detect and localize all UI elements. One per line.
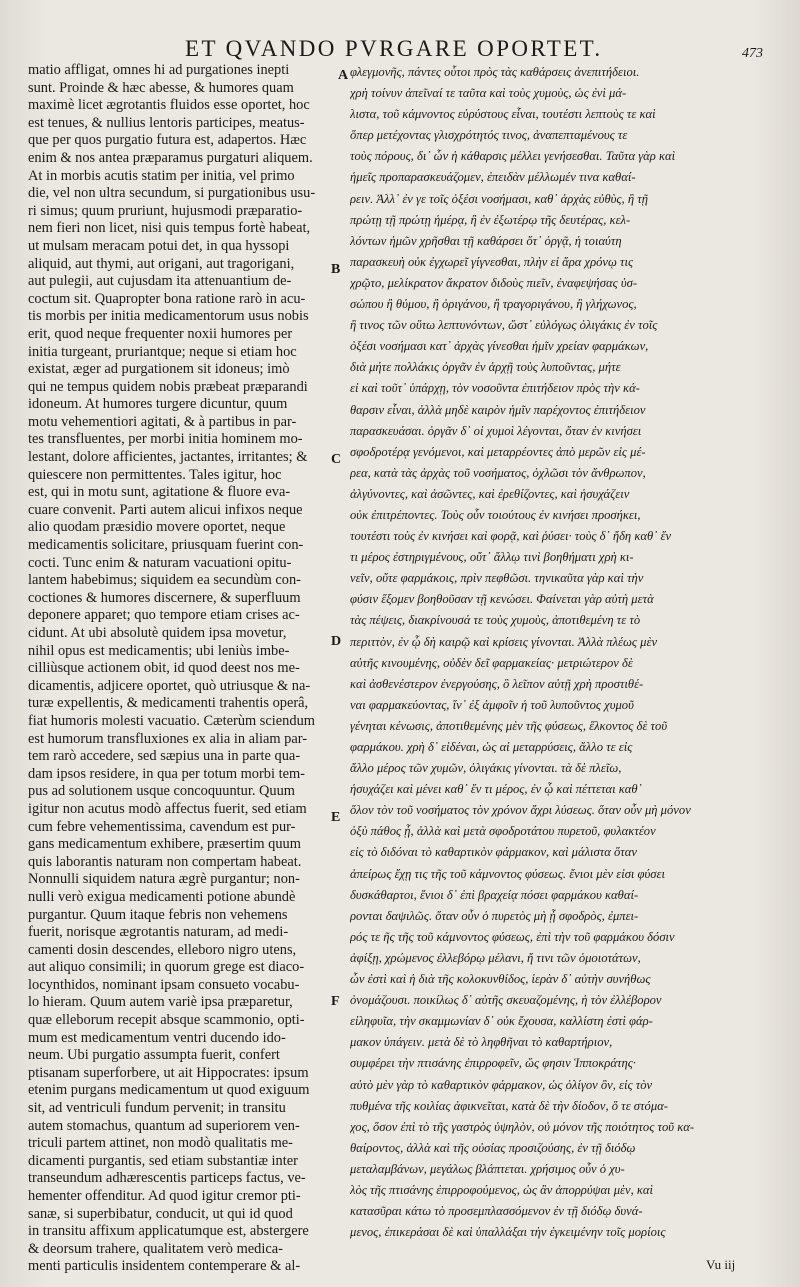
text-line: erit, quod neque frequenter noxii humores per	[28, 325, 293, 342]
greek-text-line: ἡσυχάζει καὶ μένει καθ᾽ ἕν τι μέρος, ἐν ᾧ καὶ πέττεται καθ᾽	[350, 782, 642, 797]
greek-text-line: λιστα, τοῦ κάμνοντος εὐρύστους εἶναι, τουτέστι λεπτοὺς τε καὶ	[350, 107, 656, 122]
text-line: aut pulegii, aut cujusdam ita attenuantium de-	[28, 273, 292, 290]
greek-text-line: μεταλαμβάνων, μεγάλως βλάπτεται. χρήσιμος οὖν ὁ χυ-	[350, 1161, 625, 1176]
text-line: triculi partem attinet, non modò qualitatis me-	[28, 1135, 293, 1152]
greek-text-line: ἀπείρως ἔχῃ τις τῆς τοῦ κάμνοντος φύσεως. ἔνιοι μὲν εἰσι φύσει	[350, 866, 665, 881]
greek-text-line: λὸς τῆς πτισάνης ἐπιρροφούμενος, ὡς ἂν ἀπορρύψαι μὲν, καὶ	[350, 1182, 654, 1197]
text-line: fuerit, norisque ægrotantis naturam, ad medi-	[28, 924, 289, 941]
greek-text-line: οὐκ ἐπιτρέποντες. Τοὺς οὖν τοιούτους ἐν κινήσει προσήκει,	[350, 507, 641, 522]
margin-letter-f: F	[331, 994, 340, 1009]
text-line: etenim purgans medicamentum ut quod exiguum	[28, 1082, 310, 1099]
text-line: Nonnulli siquidem natura ægrè purgantur; non-	[28, 871, 300, 888]
text-line: cocti. Tunc enim & naturam vacuationi opitu-	[28, 554, 292, 571]
text-line: fiat humoris molesti vacuatio. Cæterùm sciendum	[28, 712, 315, 729]
text-line: sit, ad ventriculi fundum pervenit; in transitu	[28, 1100, 286, 1117]
greek-text-line: παρασκευὴ οὐκ ἐγχωρεῖ γίγνεσθαι, πλὴν εἰ ἄρα χρόνῳ τις	[350, 254, 634, 269]
text-line: medicamentis solicitare, priusquam fuerint con-	[28, 537, 304, 554]
text-line: est humorum transfluxiones ex alia in aliam par-	[28, 730, 308, 747]
text-line: cidunt. At ubi absolutè quidem ipsa movetur,	[28, 625, 287, 641]
greek-text-line: πρώτῃ τῇ πρώτῃ ἡμέρᾳ, ἢ ἐν ἐξωτέρῳ τῆς δευτέρας, κελ-	[350, 212, 631, 227]
text-line: matio affligat, omnes hi ad purgationes inepti	[28, 62, 290, 78]
text-line: ut mulsam meracam potui det, in qua hyssopi	[28, 237, 290, 254]
text-line: lantem habebimus; siquidem ea secundùm con-	[28, 572, 301, 589]
greek-text-line: ἀφίξῃ, χρώμενος ἐλλεβόρῳ μέλανι, ἤ τινι τῶν ὁμοιοτάτων,	[350, 950, 641, 965]
greek-text-line: ναι φαρμακεύοντας, ἵν᾽ ἐξ ἀμφοῖν ἡ τοῦ λυποῦντος χυμοῦ	[350, 697, 634, 712]
text-line: lestant, dolore afficientes, jactantes, irritantes; &	[28, 449, 308, 466]
greek-text-line: τι μέρος ἐστηριγμένους, οὔτ᾽ ἄλλῳ τινὶ βοηθήματι χρὴ κι-	[350, 550, 634, 565]
greek-text-line: ρεα, κατὰ τὰς ἀρχὰς τοῦ νοσήματος, ὀχλῶσι τὸν ἄνθρωπον,	[350, 465, 646, 480]
greek-text-line: ὀνομάζουσι. ποικίλως δ᾽ αὐτῆς σκευαζομένης, ἡ τὸν ἐλλέβορον	[350, 993, 662, 1008]
text-line: cum febre vehementissima, cavendum est pur-	[28, 818, 296, 835]
greek-text-line: αὐτὸ μὲν γὰρ τὸ καθαρτικὸν φάρμακον, ὡς ὀλίγον ὂν, εἰς τὸν	[350, 1077, 653, 1092]
text-line: dicamentis, adjicere oportet, quò utriusque & na-	[28, 677, 311, 694]
text-line: gans medicamentum exhibere, præsertim quum	[28, 836, 301, 853]
text-line: est tenues, & nullius lentoris participes, meatus-	[28, 114, 305, 131]
text-line: pus ad solutionem usque concoquuntur. Quum	[28, 783, 295, 800]
text-line: qui ne tempus quidem nobis præbeat præparandi	[28, 378, 308, 395]
greek-text-line: τοὺς πόρους, δι᾽ ὧν ἡ κάθαρσις μέλλει γενήσεσθαι. Ταῦτα γὰρ καὶ	[350, 149, 676, 164]
greek-text-line: κατασῦραι κάτω τὸ προσεμπλασσόμενον ἐν τῇ διόδῳ δυνά-	[350, 1204, 643, 1219]
text-line: locynthidos, nominant ipsam consueto vocabu-	[28, 976, 300, 993]
text-line: aliquid, aut thymi, aut origani, aut tragorigani,	[28, 255, 295, 272]
greek-text-line: εἰληφυῖα, τὴν σκαμμωνίαν δ᾽ οὐκ ἔχουσα, καλλίστη ἐστὶ φάρ-	[350, 1014, 653, 1029]
text-line: tem rarò accedere, sed sæpius una in parte qua-	[28, 748, 301, 765]
greek-text-line: τουτέστι τοὺς ἐν κινήσει καὶ φορᾷ, καὶ ῥύσει· τοὺς δ᾽ ἤδη καθ᾽ ἕν	[350, 529, 672, 544]
text-line: menti particulis insidentem contemperare & al-	[28, 1258, 301, 1275]
greek-text-line: χρὴ τοίνυν ἀπεῖναί τε ταῦτα καὶ τοὺς χυμοὺς, ὡς ἐνὶ μά-	[350, 86, 627, 101]
latin-column	[28, 62, 336, 1276]
greek-text-line: χος, ὅσον ἐπὶ τὸ τῆς γαστρὸς ὑψηλὸν, οὐ μόνον τῆς ποιότητος τοῦ κα-	[350, 1119, 695, 1134]
greek-text-line: φαρμάκου. χρὴ δ᾽ εἰδέναι, ὡς αἱ μεταρρύσεις, ἄλλο τε εἰς	[350, 740, 633, 754]
text-line: dicamenti purgantis, sed etiam substantiæ inter	[28, 1152, 298, 1169]
margin-letter-b: B	[331, 262, 341, 277]
text-line: quis laborantis naturam non compertam habeat.	[28, 853, 302, 870]
text-line: quæ elleborum recepit absque scammonio, opti-	[28, 1012, 305, 1029]
greek-text-line: μενος, ἐπικεράσαι δὲ καὶ ὑπαλλάξαι τὴν ἐγκειμένην τοῖς μορίοις	[350, 1225, 666, 1240]
text-line: transeundum adhærescentis particeps factus, ve-	[28, 1170, 306, 1187]
text-line: hementer offenditur. Ad quod igitur cremor pti-	[28, 1188, 301, 1204]
text-line: lo hieram. Quum autem variè ipsa præparetur,	[28, 994, 293, 1011]
signature-mark: Vu iij	[706, 1257, 736, 1272]
margin-letter-a: A	[338, 68, 349, 83]
greek-text-line: χρῷτο, μελίκρατον ἄκρατον διδοὺς πιεῖν, ἐναφεψήσας ὑσ-	[350, 275, 638, 290]
text-line: alio quodam præsidio movere oportet, neque	[28, 519, 286, 536]
text-line: tes transfluentes, per morbi initia hominem mo-	[28, 431, 303, 448]
greek-text-line: θαίροντος, ἀλλὰ καὶ τῆς οὐσίας προσιζούσης, ἐν τῇ διόδῳ	[350, 1140, 636, 1155]
greek-text-line: νεῖν, οὔτε φαρμάκοις, πρὶν πεφθῶσι. τηνικαῦτα γὰρ καὶ τὴν	[350, 571, 644, 586]
page-number: 473	[742, 46, 763, 61]
greek-text-line: σφοδροτέρᾳ γενόμενοι, καὶ μεταρρέοντες ἀπὸ μερῶν εἰς μέ-	[350, 444, 646, 459]
greek-text-line: ρειν. Ἀλλ᾽ ἐν γε τοῖς ὀξέσι νοσήμασι, καθ᾽ ἀρχὰς εὐθὺς, ἢ τῇ	[350, 191, 648, 206]
greek-text-line: καὶ ἀσθενέστερον ἐνεργούσης, ὃ λεῖπον αὐτῇ χρὴ προστιθέ-	[350, 676, 644, 691]
text-line: ri simus; quum pruriunt, hujusmodi præparatio-	[28, 202, 303, 219]
text-line: dam ipsos residere, in qua per totum morbi tem-	[28, 765, 305, 782]
greek-text-line: ὀξὺ πάθος ᾖ, ἀλλὰ καὶ μετὰ σφοδροτάτου πυρετοῦ, φυλακτέον	[350, 824, 656, 839]
text-line: mum est medicamentum ventri ducendo ido-	[28, 1029, 286, 1046]
greek-text-line: εἰ καὶ τοῦτ᾽ ὑπάρχῃ, τὸν νοσοῦντα ἐπιτήδειον πρὸς τὴν κά-	[350, 381, 640, 396]
greek-text-line: ρός τε ῆς τῆς τοῦ κάμνοντος φύσεως, ἐπὶ τὴν τοῦ φαρμάκου δόσιν	[350, 929, 675, 944]
text-line: enim & nos antea præparamus purgaturi aliquem.	[28, 149, 313, 166]
greek-text-line: πυθμένα τῆς κοιλίας ἀφικνεῖται, κατὰ δὲ τὴν δίοδον, ὅ τε στόμα-	[350, 1098, 668, 1113]
greek-text-line: μακον ὑπάγειν. μετὰ δὲ τὸ ληφθῆναι τὸ καθαρτήριον,	[350, 1035, 613, 1050]
text-line: nulli verò exigua medicamenti potione abundè	[28, 888, 296, 905]
text-line: cilliùsque actionem obit, id quod deest nos me-	[28, 660, 300, 677]
text-line: coctum sit. Quapropter bona ratione rarò in acu-	[28, 290, 306, 307]
greek-text-line: ὅλον τὸν τοῦ νοσήματος τὸν χρόνον ἄχρι λύσεως. ὅταν οὖν μὴ μόνον	[350, 803, 691, 818]
greek-text-line: ἀλγύνοντες, καὶ ἀσῶντες, καὶ ἐρεθίζοντες, καὶ ἡσυχάζειν	[350, 486, 630, 501]
text-line: & deorsum trahere, qualitatem verò medica-	[28, 1240, 283, 1257]
greek-text-line: δυσκάθαρτοι, ἔνιοι δ᾽ ἐπὶ βραχείᾳ πόσει φαρμάκου καθαί-	[350, 887, 639, 902]
text-line: tis morbis per initia medicamentorum usus nobis	[28, 308, 309, 325]
text-line: cuare convenit. Parti autem alicui infixos neque	[28, 501, 303, 518]
greek-text-line: αὐτῆς κινουμένης, οὐδὲν δεῖ φαρμακείας· μετριώτερον δὲ	[350, 655, 633, 670]
text-line: sunt. Proinde & hæc abesse, & humores quam	[28, 79, 294, 96]
greek-text-line: λόντων ἡμῶν χρῆσθαι τῇ καθάρσει ὅτ᾽ ὀργᾷ, ἡ τοιαύτη	[350, 233, 622, 248]
greek-text-line: φύσιν ἕξομεν βοηθοῦσαν τῇ κενώσει. Φαίνεται γὰρ αὐτὴ μετὰ	[350, 592, 654, 607]
text-line: motu vehementiori agitati, & à partibus in par-	[28, 413, 297, 430]
text-line: nihil opus est medicamentis; ubi leniùs imbe-	[28, 642, 290, 659]
greek-column	[350, 62, 774, 1243]
text-line: est, qui in motu sunt, agitatione & fluore eva-	[28, 484, 291, 501]
text-line: maximè licet ægrotantis fluidos esse oportet, hoc	[28, 97, 310, 114]
greek-text-line: ρονται δαψιλῶς. ὅταν οὖν ὁ πυρετὸς μὴ ᾖ σφοδρὸς, ἐμπει-	[350, 908, 639, 923]
text-line: camenti dosin descendes, elleboro nigro utens,	[28, 941, 297, 958]
greek-text-line: φλεγμονῆς, πάντες οὗτοι πρὸς τὰς καθάρσεις ἀνεπιτήδειοι.	[350, 65, 640, 79]
text-line: turæ expellentis, & medicamenti trahentis operâ,	[28, 695, 309, 712]
text-line: existat, æger ad purgationem sit idoneus; imò	[28, 361, 290, 378]
greek-text-line: ἡμεῖς προπαρασκευάζομεν, ἐπειδὰν μέλλωμέν τινα καθαί-	[350, 170, 636, 185]
text-line: que per quos purgatio futura est, adapertos. Hæc	[28, 132, 307, 149]
text-line: sanæ, si superbibatur, conducit, ut qui id quod	[28, 1205, 293, 1222]
text-line: purgantur. Quum itaque febris non vehemens	[28, 906, 288, 923]
greek-text-line: συμφέρει τὴν πτισάνης ἐπιρροφεῖν, ὥς φησιν Ἱπποκράτης·	[350, 1056, 636, 1071]
text-line: deponere apparet; quo tempore etiam crises ac-	[28, 607, 300, 624]
running-title: ET QVANDO PVRGARE OPORTET.	[185, 36, 603, 61]
greek-text-line: παρασκευάσαι. ὀργᾶν δ᾽ οἱ χυμοὶ λέγονται, ὅταν ἐν κινήσει	[350, 423, 642, 438]
greek-text-line: τὰς πέψεις, διακρίνουσά τε τοὺς χυμοὺς, ἀποτιθεμένη τε τὸ	[350, 613, 641, 628]
text-line: quiescere non permittentes. Tales igitur, hoc	[28, 466, 282, 483]
text-line: coctiones & humores discernere, & superfluum	[28, 589, 301, 606]
greek-text-line: ἢ τινος τῶν οὕτω λεπτυνόντων, ὥστ᾽ εὐλόγως ὀλιγάκις ἐν τοῖς	[350, 318, 658, 333]
text-line: die, vel non ultra secundum, si purgationibus usu-	[28, 185, 316, 202]
text-line: At in morbis acutis statim per initia, vel primo	[28, 167, 295, 184]
greek-text-line: ὀξέσι νοσήμασι κατ᾽ ἀρχὰς γίνεσθαι ἡμῖν χρείαν φαρμάκων,	[350, 339, 649, 354]
text-line: aut aliquo consimili; in quorum grege est diaco-	[28, 959, 305, 976]
text-line: initia turgeant, pruriantque; neque si etiam hoc	[28, 343, 297, 360]
text-line: ptisanam superforbere, ut ait Hippocrates: ipsum	[28, 1064, 309, 1081]
text-line: autem stomachus, quantum ad superiorem ven-	[28, 1117, 300, 1134]
greek-text-line: σώπου ἢ θύμου, ἢ ὀριγάνου, ἢ τραγοριγάνου, ἢ γλήχωνος,	[350, 297, 637, 312]
text-line: igitur non acutus modò affectus fuerit, sed etiam	[28, 800, 307, 817]
text-line: nem fieri non licet, nisi quis tempus fortè habeat,	[28, 220, 311, 237]
text-line: idoneum. At humores turgere dicuntur, quum	[28, 396, 288, 413]
greek-text-line: ὧν ἐστὶ καὶ ἡ διὰ τῆς κολοκυνθίδος, ἱερὰν δ᾽ αὐτὴν συνήθως	[350, 972, 651, 987]
greek-text-line: περιττὸν, ἐν ᾧ δὴ καιρῷ καὶ κρίσεις γίνονται. Ἀλλὰ πλέως μὲν	[350, 634, 658, 649]
greek-text-line: γένηται κένωσις, ἀποτιθεμένης μὲν τῆς φύσεως, ἕλκοντος δὲ τοῦ	[350, 718, 668, 733]
greek-text-line: ὅπερ μετέχοντας γλισχρότητός τινος, ἀναπεπταμένους τε	[350, 128, 628, 143]
margin-letter-c: C	[331, 452, 342, 467]
greek-text-line: θαρσιν εἶναι, ἀλλὰ μηδὲ καιρὸν ἡμῖν παρέχοντος ἐπιτήδειον	[350, 402, 646, 417]
greek-text-line: ἄλλο μέρος τῶν χυμῶν, ὀλιγάκις γίνονται. τὰ δὲ πλεῖω,	[350, 761, 622, 776]
greek-text-line: διὰ μήτε πολλάκις ὀργᾶν ἐν ἀρχῇ τοὺς λυποῦντας, μήτε	[350, 360, 621, 375]
text-line: in transitu affixum applicatumque est, abstergere	[28, 1223, 309, 1240]
greek-text-line: εἰς τὸ διδόναι τὸ καθαρτικὸν φάρμακον, καὶ μάλιστα ὅταν	[350, 845, 638, 860]
margin-letter-d: D	[331, 634, 342, 649]
text-line: neum. Ubi purgatio assumpta fuerit, confert	[28, 1047, 280, 1064]
margin-letter-e: E	[331, 810, 341, 825]
